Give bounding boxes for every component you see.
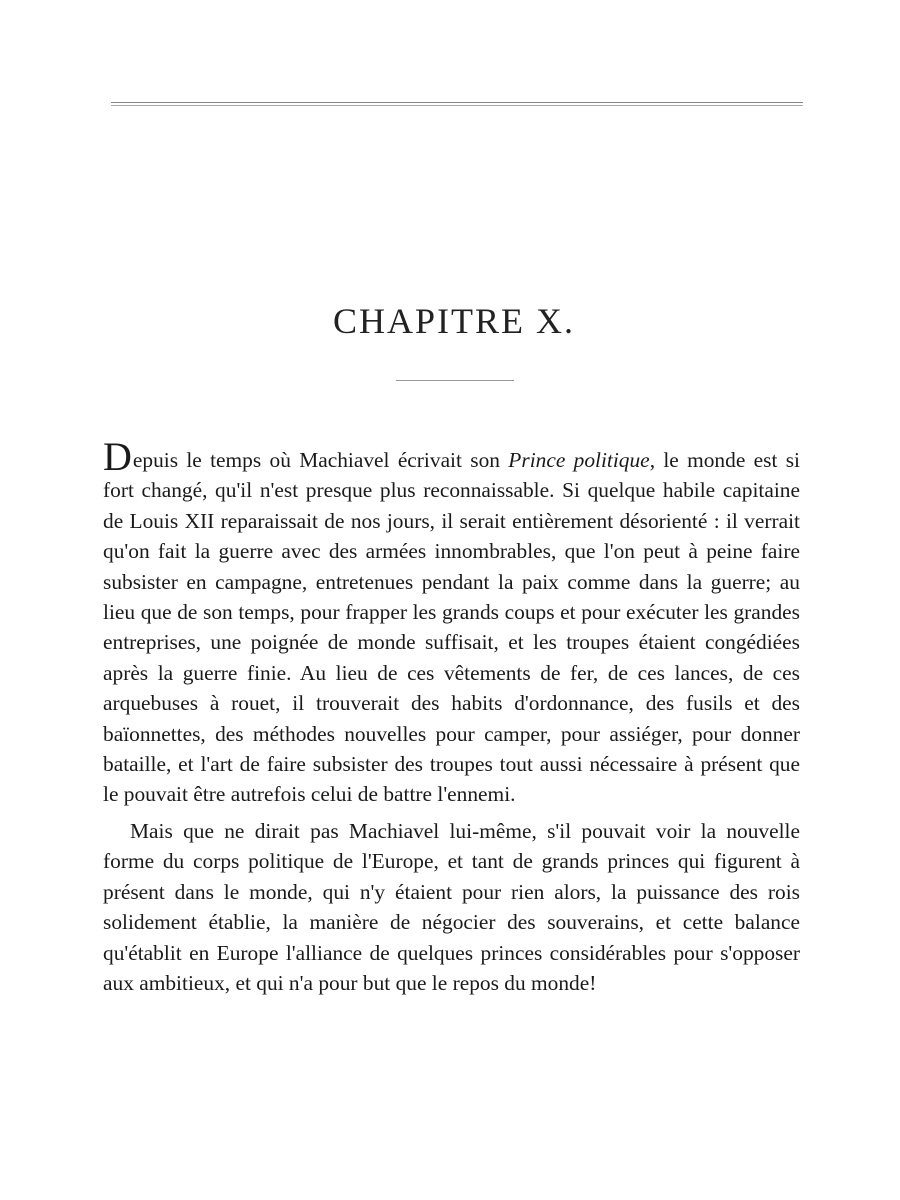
paragraph-1-text-end: , le monde est si fort changé, qu'il n'est presque plus reconnaissable. Si quelque habile capitaine de Louis XII reparaissait de nos jours, il serait entièrement désorienté : il verrait qu'on fait la guerre avec des armées innombrables, que l'on peut à peine faire subsister en campagne, entretenues pendant la paix comme dans la guerre; au lieu que de son temps, pour frapper les grands coups et pour exécuter les grandes entreprises, une poignée de monde suffisait, et les troupes étaient congédiées après la guerre finie. Au lieu de ces vêtements de fer, de ces lances, de ces arquebuses à rouet, il trouverait des habits d'ordonnance, des fusils et des baïonnettes, des méthodes nouvelles pour camper, pour assiéger, pour donner bataille, et l'art de faire subsister des troupes tout aussi nécessaire à présent que le pouvait être autrefois celui de battre l'ennemi.: [103, 448, 800, 807]
title-rule: [396, 380, 514, 381]
body-text: [103, 434, 800, 998]
drop-cap: D: [103, 434, 132, 479]
chapter-title: CHAPITRE X.: [332, 301, 575, 341]
paragraph-1: [103, 434, 800, 810]
paragraph-1-text-start: epuis le temps où Machiavel écrivait son: [132, 448, 509, 472]
paragraph-2: Mais que ne dirait pas Machiavel lui-même, s'il pouvait voir la nouvelle forme du corps politique de l'Europe, et tant de grands princes qui figurent à présent dans le monde, qui n'y étaient pour rien alors, la puissance des rois solidement établie, la manière de négocier des souverains, et cette balance qu'établit en Europe l'alliance de quelques princes considérables pour s'opposer aux ambitieux, et qui n'a pour but que le repos du monde!: [103, 818, 800, 995]
top-rule: [111, 102, 803, 106]
book-title-italic: Prince politique: [508, 448, 650, 472]
